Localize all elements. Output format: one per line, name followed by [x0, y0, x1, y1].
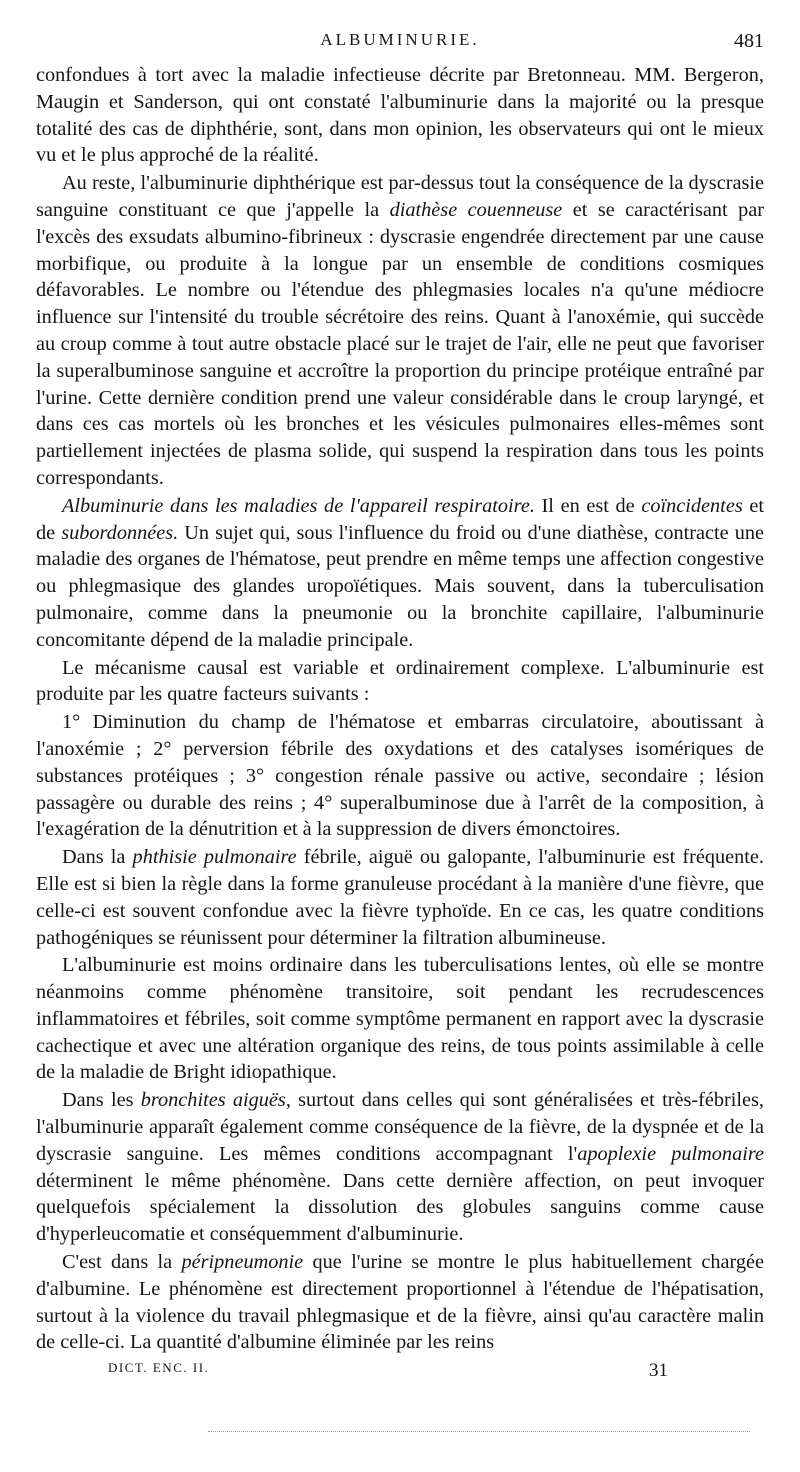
bottom-dotted-rule [208, 1431, 750, 1432]
text-run: , surtout dans celles qui sont généralisées et très-fébriles, l'albuminurie apparaît également comme conséquence de la fièvre, de la dyspnée et de la dyscrasie sanguine. Les mêmes conditions accompagnant l' [36, 1089, 764, 1165]
running-head [0, 30, 800, 54]
paragraph [36, 952, 764, 1086]
italic-run: phthisie pulmonaire [132, 846, 297, 869]
text-run: Dans les [62, 1089, 141, 1112]
italic-run: coïncidentes [641, 494, 743, 517]
italic-run: bronchites aiguës [140, 1089, 286, 1112]
text-run: Le mécanisme causal est variable et ordinairement complexe. L'albuminurie est produite par les quatre facteurs suivants : [36, 656, 764, 706]
text-run: confondues à tort avec la maladie infectieuse décrite par Bretonneau. MM. Bergeron, Maugin et Sanderson, qui ont constaté l'albuminurie dans la majorité ou la presque totalité des cas de diphthérie, sont, dans mon opinion, les observateurs qui ont le mieux vu et le plus approché de la réalité. [36, 64, 764, 167]
italic-run: diathèse couenneuse [389, 198, 563, 221]
italic-run: Albuminurie dans les maladies de l'appareil respiratoire. [62, 494, 535, 517]
paragraph [36, 170, 764, 492]
paragraph [36, 1087, 764, 1248]
printer-signature: DICT. ENC. II. [108, 1360, 210, 1375]
sheet-number: 31 [649, 1360, 668, 1381]
body-text [36, 62, 764, 1356]
paragraph [36, 1249, 764, 1356]
page-number: 481 [734, 30, 764, 52]
italic-run: apoplexie pulmonaire [577, 1142, 764, 1165]
italic-run: péripneumonie [181, 1251, 304, 1274]
paragraph [36, 493, 764, 654]
paragraph [36, 655, 764, 709]
text-run: fébrile, aiguë ou galopante, l'albuminurie est fréquente. Elle est si bien la règle dans la forme granuleuse procédant à la manière d'une fièvre, que celle-ci est souvent confondue avec la fièvre typhoïde. En ce cas, les quatre conditions pathogéniques se réunissent pour déterminer la filtration albumineuse. [36, 846, 764, 949]
text-run: Au reste, l'albuminurie diphthérique est par-dessus tout la conséquence de la dyscrasie sanguine constituant ce que j'appelle la [36, 172, 764, 221]
page-footer [0, 1360, 800, 1390]
list-paragraph [36, 709, 764, 843]
text-run: L'albuminurie est moins ordinaire dans les tuberculisations lentes, où elle se montre néanmoins comme phénomène transitoire, soit pendant les recrudescences inflammatoires et fébriles, soit comme symptôme permanent en rapport avec la dyscrasie cachectique et avec une altération organique des reins, de tous points assimilable à celle de la maladie de Bright idiopathique. [36, 954, 764, 1084]
paragraph [36, 844, 764, 951]
text-run: et se caractérisant par l'excès des exsudats albumino-fibrineux : dyscrasie engendrée directement par une cause morbifique, ou produite à la longue par un ensemble de conditions cosmiques défavorables. Le nombre ou l'étendue des phlegmasies locales n'a qu'une médiocre influence sur l'intensité du trouble sécrétoire des reins. Quant à l'anoxémie, qui succède au croup comme à tout autre obstacle placé sur le trajet de l'air, elle ne peut que favoriser la superalbuminose sanguine et accroître la proportion du principe protéique entraîné par l'urine. Cette dernière condition prend une valeur considérable dans le croup laryngé, et dans ces cas mortels où les bronches et les vésicules pulmonaires elles-mêmes sont partiellement injectées de plasma solide, qui suspend la respiration dans tous les points correspondants. [36, 198, 764, 489]
text-run: 1° Diminution du champ de l'hématose et embarras circulatoire, aboutissant à l'anoxémie ; 2° perversion fébrile des oxydations et des catalyses isomériques de substances protéiques ; 3° congestion rénale passive ou active, secondaire ; lésion passagère ou durable des reins ; 4° superalbuminose due à l'arrêt de la composition, à l'exagération de la dénutrition et à la suppression de divers émonctoires. [36, 711, 764, 841]
text-run: que l'urine se montre le plus habituellement chargée d'albumine. Le phénomène est directement proportionnel à l'étendue de l'hépatisation, surtout à la violence du travail phlegmasique et de la fièvre, ainsi qu'au caractère malin de celle-ci. La quantité d'albumine éliminée par les reins [36, 1251, 764, 1354]
text-run: Il en est de [534, 494, 642, 517]
text-run: Un sujet qui, sous l'influence du froid ou d'une diathèse, contracte une maladie des organes de l'hématose, peut prendre en même temps une affection congestive ou phlegmasique des glandes uropoïétiques. Mais souvent, dans la tuberculisation pulmonaire, comme dans la pneumonie ou la bronchite capillaire, l'albuminurie concomitante dépend de la maladie principale. [36, 521, 765, 651]
paragraph [36, 62, 764, 169]
italic-run: subordonnées. [61, 521, 179, 544]
running-title: ALBUMINURIE. [320, 30, 480, 49]
text-run: Dans la [62, 846, 133, 869]
text-run: déterminent le même phénomène. Dans cette dernière affection, on peut invoquer quelquefois spécialement la dissolution des globules sanguins comme cause d'hyperleucomatie et conséquemment d'albuminurie. [36, 1169, 764, 1246]
text-run: C'est dans la [62, 1251, 182, 1274]
text-run: et de [36, 494, 764, 544]
